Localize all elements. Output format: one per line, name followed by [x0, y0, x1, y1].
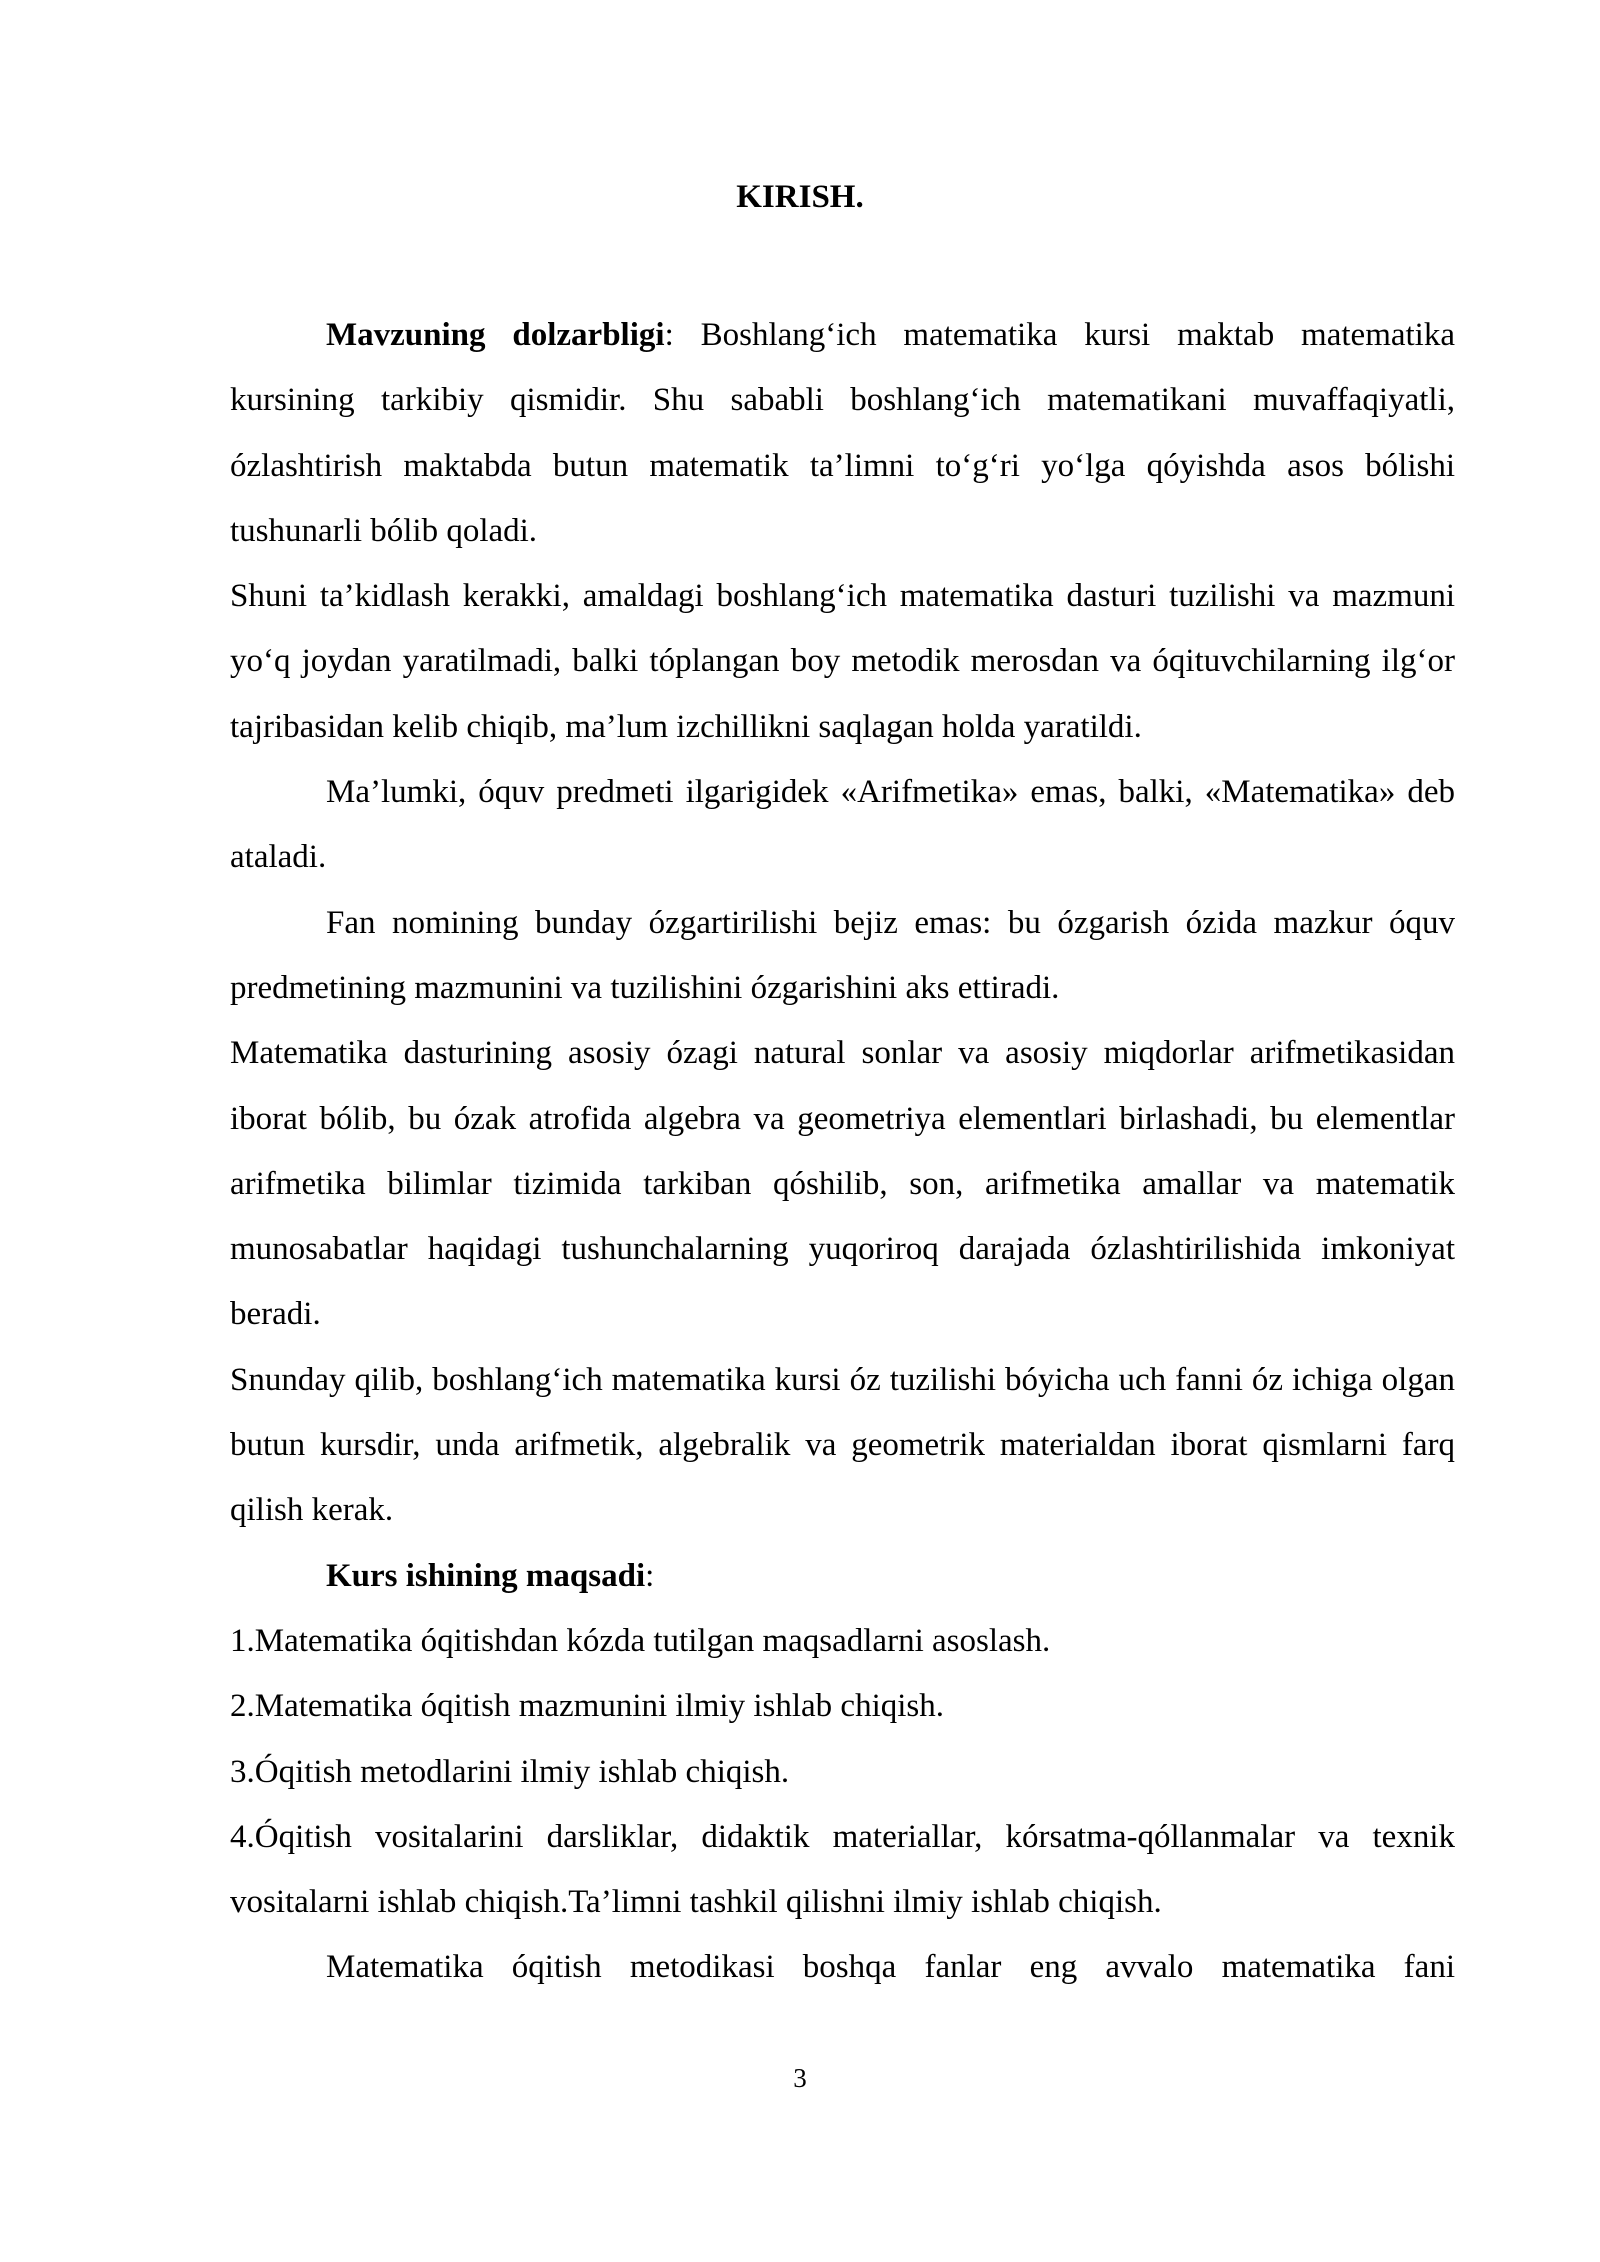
document-body: [230, 303, 1455, 2001]
paragraph: Shuni ta’kidlash kerakki, amaldagi boshlang‘ich matematika dasturi tuzilishi va mazmuni yo‘q joydan yaratilmadi, balki tóplangan boy metodik merosdan va óqituvchilarning ilg‘or tajribasidan kelib chiqib, ma’lum izchillikni saqlagan holda yaratildi.: [230, 578, 1455, 745]
page-title: KIRISH.: [736, 179, 864, 215]
closing-paragraph: Matematika óqitish metodikasi boshqa fanlar eng avvalo matematika fani: [326, 1949, 1455, 1986]
goal-item: 3.Óqitish metodlarini ilmiy ishlab chiqish.: [230, 1753, 790, 1790]
page-number: 3: [793, 2063, 807, 2093]
relevance-paragraph: [230, 303, 1455, 564]
paragraph: Snunday qilib, boshlang‘ich matematika kursi óz tuzilishi bóyicha uch fanni óz ichiga olgan butun kursdir, unda arifmetik, algebralik va geometrik materialdan iborat qismlarni farq qilish kerak.: [230, 1361, 1455, 1529]
paragraph: Fan nomining bunday ózgartirilishi bejiz emas: bu ózgarish ózida mazkur óquv predmetining mazmunini va tuzilishini ózgarishini aks ettiradi.: [230, 904, 1455, 1006]
goals-colon: :: [645, 1557, 655, 1594]
relevance-label: Mavzuning dolzarbligi: [326, 317, 665, 353]
paragraph: Ma’lumki, óquv predmeti ilgarigidek «Arifmetika» emas, balki, «Matematika» deb ataladi.: [230, 774, 1455, 876]
goal-item: 2.Matematika óqitish mazmunini ilmiy ishlab chiqish.: [230, 1688, 944, 1725]
paragraph: Matematika dasturining asosiy ózagi natural sonlar va asosiy miqdorlar arifmetikasidan iborat bólib, bu ózak atrofida algebra va geometriya elementlari birlashadi, bu elementlar arifmetika bilimlar tizimida tarkiban qóshilib, son, arifmetika amallar va matematik munosabatlar haqidagi tushunchalarning yuqoriroq darajada ózlashtirilishida imkoniyat beradi.: [230, 1035, 1455, 1333]
goals-label: Kurs ishining maqsadi: [326, 1557, 646, 1594]
relevance-text: : Boshlang‘ich matematika kursi maktab matematika kursining tarkibiy qismidir. Shu sababli boshlang‘ich matematikani muvaffaqiyatli, ózlashtirish maktabda butun matematik ta’limni to‘g‘ri yo‘lga qóyishda asos bólishi tushunarli bólib qoladi.: [230, 317, 1455, 549]
goals-heading: [230, 1544, 1455, 1609]
goal-item: 1.Matematika óqitishdan kózda tutilgan maqsadlarni asoslash.: [230, 1622, 1051, 1659]
goal-item: 4.Óqitish vositalarini darsliklar, didaktik materiallar, kórsatma-qóllanmalar va texnik vositalarni ishlab chiqish.Ta’limni tashkil qilishni ilmiy ishlab chiqish.: [230, 1818, 1455, 1921]
